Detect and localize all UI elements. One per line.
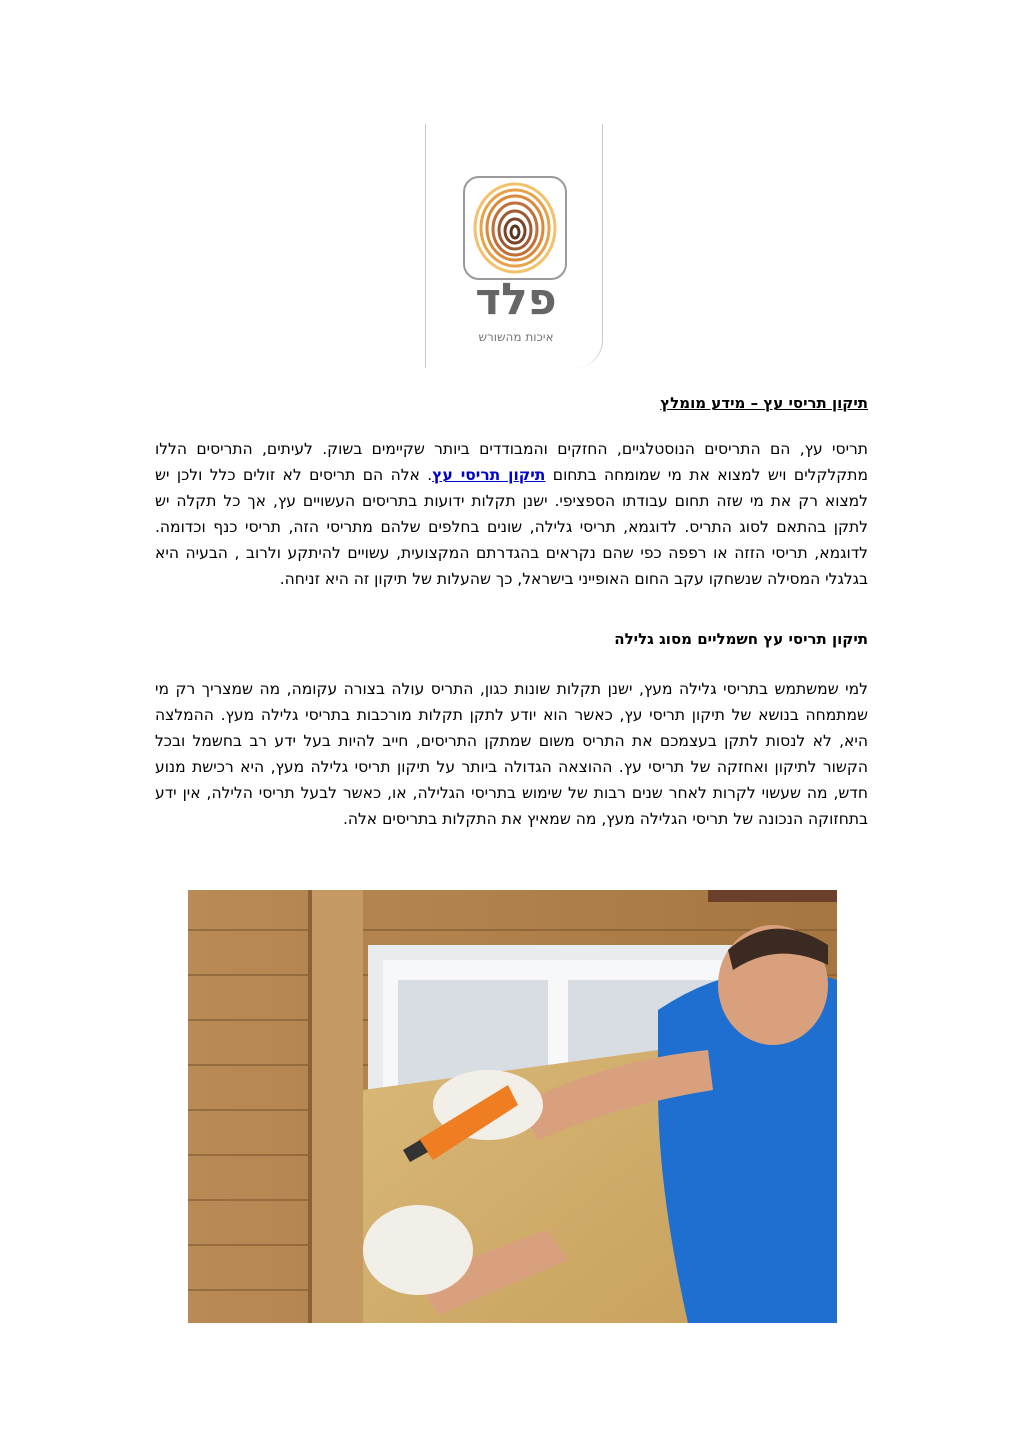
section-subheading: תיקון תריסי עץ חשמליים מסוג גלילה (614, 630, 868, 648)
logo-wordmark: פלד (475, 274, 557, 325)
article-title: תיקון תריסי עץ – מידע מומלץ (660, 394, 868, 412)
wood-shutter-repair-link[interactable]: תיקון תריסי עץ (432, 466, 546, 484)
paragraph-intro-text-1: תריסי עץ, הם התריסים הנוסטלגיים, החזקים והמבודדים ביותר שקיימים בשוק. לעיתים, התריסים הללו מתקלקלים ויש למצוא את מי שמומחה בתחום (155, 440, 868, 484)
fingerprint-logo-icon (463, 176, 567, 280)
logo-tagline: איכות מהשורש (478, 330, 554, 344)
company-logo (425, 124, 603, 368)
worker-repairing-shutter-photo (188, 890, 837, 1323)
paragraph-intro-text-2: . אלה הם תריסים לא זולים כלל ולכן יש למצוא רק את מי שזה תחום עבודתו הספציפי. ישנן תקלות ידועות בתריסים העשויים עץ, אך כל תקלה יש לתקן בהתאם לסוג התריס. לדוגמא, תריסי גלילה, שונים בחלפים שלהם מתריסי הזה, תריסי כנף וכדומה. לדוגמא, תריסי הזזה או רפפה כפי שהם נקראים בהגדרתם המקצועית, עשויים להיתקע ולרוב , הבעיה היא בגלגלי המסילה שנשחקו עקב החום האופייני בישראל, כך שהעלות של תיקון זה היא זניחה. (155, 466, 868, 588)
paragraph-intro (155, 436, 868, 592)
paragraph-rolling-shutters: למי שמשתמש בתריסי גלילה מעץ, ישנן תקלות שונות כגון, התריס עולה בצורה עקומה, מה שמצריך רק מי שמתמחה בנושא של תיקון תריסי עץ, כאשר הוא יודע לתקן תקלות מורכבות בתריסי גלילה מעץ. ההמלצה היא, לא לנסות לתקן בעצמכם את התריס משום שמתקן התריסים, חייב להיות בעל ידע רב בחשמל ובכל הקשור לתיקון ואחזקה של תריסי עץ. ההוצאה הגדולה ביותר על תיקון תריסי גלילה מעץ, היא רכישת מנוע חדש, מה שעשוי לקרות לאחר שנים רבות של שימוש בתריסי הגלילה, או, כאשר לבעל תריסי הלילה, אין ידע בתחזוקה הנכונה של תריסי הגלילה מעץ, מה שמאיץ את התקלות בתריסים אלה. (155, 680, 868, 828)
